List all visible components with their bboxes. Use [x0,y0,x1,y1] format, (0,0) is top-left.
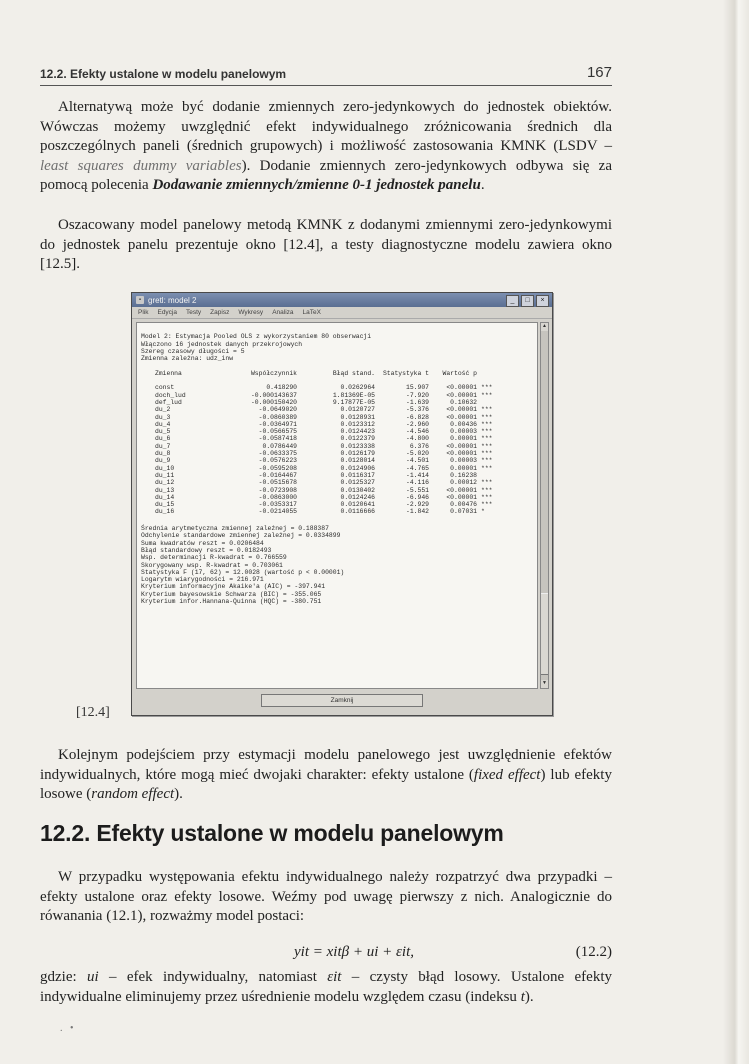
table-row [141,392,533,399]
paragraph-text: Alternatywą może być dodanie zmiennych zero-jedynkowych do jednostek obiektów. Wówczas możemy uwzględnić efekt indywidualnego zróżnicowania średnich dla poszczególnych paneli (średnich grupowych) i możliwość zastosowania KMNK (LSDV – [40,99,612,155]
page-number: 167 [586,64,612,81]
coef-variable: du_14 [155,493,175,501]
coef-std-error: 0.0130402 [340,486,375,494]
equation-number: (12.2) [575,944,612,960]
coef-variable: du_10 [155,464,175,472]
coef-p-value: 0.00001 [450,464,477,472]
stat-line: Skorygowany wsp. R-kwadrat = 0.703061 [141,561,283,569]
paragraph-text: – czysty błąd losowy. Ustalone efekty indywidualne eliminujemy przez uśrednienie modelu względem czasu (indeksu [40,969,613,1005]
coef-variable: du_2 [155,406,171,414]
stat-line: Błąd standardowy reszt = 0.0182493 [141,546,272,554]
section-heading: 12.2. Efekty ustalone w modelu panelowym [40,820,504,846]
col-p-value: Wartość p [442,369,477,377]
table-row [141,494,533,501]
coef-significance: *** [481,384,493,392]
coef-significance: *** [481,420,493,428]
coef-p-value: 0.00436 [450,420,477,428]
coef-value: -0.000150420 [250,398,297,406]
coef-t-stat: -4.765 [405,464,429,472]
coef-t-stat: -4.800 [405,435,429,443]
table-row [141,450,533,457]
menu-graphs[interactable]: Wykresy [238,309,264,316]
minimize-icon[interactable]: _ [506,295,519,307]
coef-variable: doch_lud [155,391,186,399]
coef-value: -0.0214055 [258,508,297,516]
paragraph-text: ). Dodanie zmiennych zero-jedynkowych odbywa się za pomocą polecenia [40,157,612,194]
button-bar [136,693,548,707]
menu-edit[interactable]: Edycja [157,309,177,316]
coef-t-stat: 15.907 [405,384,429,392]
coef-variable: du_6 [155,435,171,443]
coef-value: 0.0786449 [262,442,297,450]
stat-line: Kryterium bayesowskie Schwarza (BIC) = -355.065 [141,590,322,598]
coef-t-stat: -5.376 [405,406,429,414]
running-head [40,64,612,86]
random-effect-term: random effect [91,786,175,803]
coef-variable: du_4 [155,420,171,428]
coef-t-stat: -4.546 [405,428,429,436]
scroll-thumb[interactable] [541,593,548,675]
model-output-text[interactable] [136,322,538,689]
table-row [141,508,533,515]
coef-value: -0.0364971 [258,420,297,428]
window-title: gretl: model 2 [148,295,197,305]
coef-significance [477,399,533,406]
coefficient-table [141,370,533,516]
equation-12-2 [40,944,612,964]
menu-file[interactable]: Plik [138,309,149,316]
coef-value: -0.0576223 [258,457,297,465]
vertical-scrollbar[interactable] [540,322,549,689]
coef-significance: *** [481,493,493,501]
paragraph-two-cases: W przypadku występowania efektu indywidualnego należy rozpatrzyć dwa przypadki – efekty ustalone oraz efekty losowe. Weźmy pod uwagę pierwszy z nich. Analogicznie do rówanania (12.1), rozważmy model postaci: [40,869,612,925]
coef-significance: *** [481,391,493,399]
menu-tests[interactable]: Testy [186,309,202,316]
coef-variable: du_8 [155,450,171,458]
col-std-error: Błąd stand. [332,369,375,377]
table-row [141,399,533,406]
coef-std-error: 0.0123338 [340,442,375,450]
coef-std-error: 9.17877E-05 [332,398,375,406]
coef-std-error: 0.0116317 [340,471,375,479]
coef-t-stat: 6.376 [409,442,429,450]
coef-variable: du_13 [155,486,175,494]
scroll-down-icon[interactable]: ▼ [542,681,547,686]
close-icon[interactable]: × [536,295,549,307]
coef-std-error: 0.0126179 [340,450,375,458]
coef-p-value: 0.00003 [450,457,477,465]
equation-body: yit = xitβ + ui + εit, [294,944,414,960]
coef-significance: *** [481,457,493,465]
stat-line: Suma kwadratów reszt = 0.0206484 [141,539,264,547]
table-row [141,443,533,450]
running-head-section: 12.2. Efekty ustalone w modelu panelowym [40,67,287,81]
coef-std-error: 0.0124246 [340,493,375,501]
coef-t-stat: -7.920 [405,391,429,399]
coef-variable: du_5 [155,428,171,436]
col-t-stat: Statystyka t [382,369,429,377]
coef-p-value: 0.00003 [450,428,477,436]
coef-variable: du_11 [155,471,175,479]
coef-significance: *** [481,406,493,414]
coef-variable: du_12 [155,479,175,487]
coef-value: 0.418290 [266,384,297,392]
table-row [141,435,533,442]
menu-analysis[interactable]: Analiza [272,309,294,316]
table-row [141,428,533,435]
stat-line: Kryterium infor.Hannana-Quinna (HQC) = -380.751 [141,597,322,605]
coef-t-stat: -6.946 [405,493,429,501]
menu-latex[interactable]: LaTeX [302,309,321,316]
gretl-model-window [131,292,553,716]
coef-variable: const [155,384,175,392]
coef-std-error: 0.0122379 [340,435,375,443]
coef-variable: du_3 [155,413,171,421]
coef-p-value: <0.00001 [446,442,477,450]
coef-t-stat: -1.639 [405,398,429,406]
coef-significance: *** [481,450,493,458]
coef-variable: def_lud [155,398,182,406]
coef-variable: du_9 [155,457,171,465]
paragraph-estimated-model: Oszacowany model panelowy metodą KMNK z dodanymi zmiennymi zero-jedynkowymi do jednostek panelu prezentuje okno [12.4], a testy diagnostyczne modelu zawiera okno [12.5]. [40,217,612,273]
coef-std-error: 0.0120727 [340,406,375,414]
lsdv-expansion: least squares dummy variables [40,157,242,174]
table-row [141,457,533,464]
page-edge [723,0,749,1064]
menu-save[interactable]: Zapisz [210,309,230,316]
coef-significance: *** [481,435,493,443]
coef-std-error: 1.81369E-05 [332,391,375,399]
stat-line: Odchylenie standardowe zmiennej zależnej = 0.0334899 [141,532,341,540]
paragraph-text: . [480,177,485,194]
table-row [141,414,533,421]
coef-t-stat: -2.960 [405,420,429,428]
coef-std-error: 0.0125327 [340,479,375,487]
coef-significance: *** [481,479,493,487]
menubar [132,307,552,319]
symbol-epsilon: εit [327,969,342,985]
close-button[interactable]: Zamknij [261,694,423,707]
paragraph-text: Kolejnym podejściem przy estymacji modelu panelowego jest uwzględnienie efektów indywidualnych, które mogą mieć dwojaki charakter: efekty ustalone ( [40,747,612,783]
stat-line: Logarytm wiarygodności = 216.971 [141,576,264,584]
coef-significance: *** [481,428,493,436]
coef-t-stat: -4.116 [405,479,429,487]
coef-p-value: <0.00001 [446,391,477,399]
coef-p-value: <0.00001 [446,406,477,414]
coef-std-error: 0.0262964 [340,384,375,392]
coef-value: -0.0723908 [258,486,297,494]
coef-std-error: 0.0124906 [340,464,375,472]
paragraph-individual-effects [40,746,612,805]
coef-value: -0.0595208 [258,464,297,472]
coef-t-stat: -2.929 [405,501,429,509]
coef-p-value: 0.16238 [450,471,477,479]
coef-value: -0.0353317 [258,501,297,509]
coef-value: -0.0164467 [258,471,297,479]
table-row [141,465,533,472]
coef-value: -0.0633375 [258,450,297,458]
coef-std-error: 0.0116666 [340,508,375,516]
coef-t-stat: -1.414 [405,471,429,479]
coef-p-value: 0.00476 [450,501,477,509]
window-titlebar [132,293,552,307]
coef-significance: *** [481,486,493,494]
stat-line: Statystyka F (17, 62) = 12.0028 (wartość p < 0.00001) [141,568,345,576]
coef-value: -0.0587418 [258,435,297,443]
model-header-line: Szereg czasowy długości = 5 [141,347,245,355]
figure-label: [12.4] [76,705,110,720]
coef-variable: du_7 [155,442,171,450]
coef-value: -0.0515678 [258,479,297,487]
stat-line: Wsp. determinacji R-kwadrat = 0.766559 [141,554,287,562]
coef-t-stat: -5.551 [405,486,429,494]
coef-p-value: <0.00001 [446,413,477,421]
maximize-icon[interactable]: □ [521,295,534,307]
coef-std-error: 0.0123312 [340,420,375,428]
coef-std-error: 0.0120641 [340,501,375,509]
paragraph-text: ). [174,786,183,803]
table-row [141,472,533,479]
stat-line: Kryterium informacyjne Akaike'a (AIC) = -397.941 [141,583,326,591]
coef-p-value: 0.10632 [450,398,477,406]
col-variable: Zmienna [155,369,182,377]
window-app-icon: ▪ [136,296,144,304]
fixed-effect-term: fixed effect [473,766,541,783]
table-row [141,406,533,413]
paragraph-text: ) lub efekty losowe ( [40,766,612,803]
paragraph-text: ). [524,988,534,1005]
coef-std-error: 0.0128014 [340,457,375,465]
coef-p-value: 0.00001 [450,435,477,443]
coef-p-value: <0.00001 [446,486,477,494]
paragraph-text: gdzie: [40,969,87,985]
symbol-u: ui [86,969,99,985]
coef-significance: * [481,508,485,516]
table-row [141,487,533,494]
model-header-line: Model 2: Estymacja Pooled OLS z wykorzystaniem 80 obserwacji [141,333,372,341]
col-coefficient: Współczynnik [250,369,297,377]
symbol-t: t [520,988,525,1005]
table-row [141,421,533,428]
coef-significance: *** [481,442,493,450]
coef-significance: *** [481,501,493,509]
coef-p-value: <0.00001 [446,384,477,392]
coef-significance: *** [481,464,493,472]
table-row [141,501,533,508]
model-statistics [141,525,533,605]
coef-variable: du_15 [155,501,175,509]
stat-line: Średnia arytmetyczna zmiennej zależnej = 0.188387 [141,525,329,533]
coef-std-error: 0.0124423 [340,428,375,436]
coefficient-table-header [141,370,533,377]
coef-t-stat: -1.842 [405,508,429,516]
coef-value: -0.0566575 [258,428,297,436]
coef-p-value: <0.00001 [446,493,477,501]
coef-std-error: 0.0128931 [340,413,375,421]
paragraph-text: – efek indywidualny, natomiast [98,969,328,985]
page-speck-decoration: . • [60,1023,74,1034]
coef-value: -0.0863000 [258,493,297,501]
table-row [141,384,533,391]
paragraph-where [40,968,612,1007]
menu-command: Dodawanie zmiennych/zmienne 0-1 jednostek panelu [152,177,481,194]
coef-significance: *** [481,413,493,421]
window-controls [506,295,549,307]
coef-t-stat: -6.828 [405,413,429,421]
coef-p-value: 0.07031 [450,508,477,516]
coef-p-value: 0.00012 [450,479,477,487]
coef-value: -0.0649020 [258,406,297,414]
coef-t-stat: -4.501 [405,457,429,465]
coef-p-value: <0.00001 [446,450,477,458]
model-header-line: Zmienna zależna: udz_inw [141,355,234,363]
table-row [141,479,533,486]
coef-variable: du_16 [155,508,175,516]
coef-value: -0.000143637 [250,391,297,399]
coef-value: -0.0860389 [258,413,297,421]
coef-t-stat: -5.020 [405,450,429,458]
coef-significance [477,472,533,479]
scroll-up-icon[interactable]: ▲ [542,324,547,329]
model-header-line: Włączono 16 jednostek danych przekrojowych [141,340,303,348]
paragraph-alternative [40,98,612,196]
